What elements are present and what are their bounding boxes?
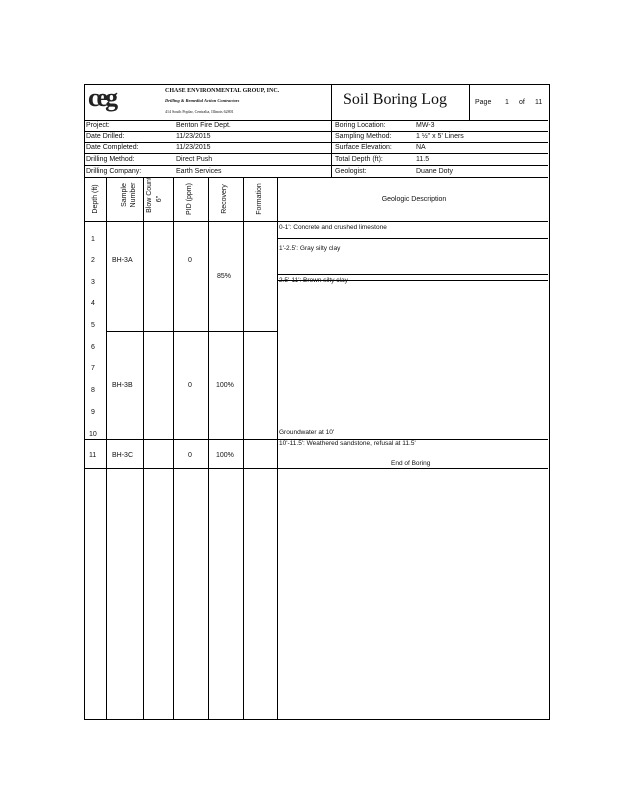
company-tagline: Drilling & Remedial Action Contractors: [165, 98, 240, 103]
sample-recovery-2: 100%: [216, 382, 234, 389]
col-sample-line2: Number: [130, 182, 137, 208]
page-of-label: of: [519, 99, 525, 106]
description-1-2-5: 1'-2.5': Gray silty clay: [279, 245, 341, 252]
depth-9: 9: [91, 409, 95, 416]
description-10-11-5: 10'-11.5': Weathered sandstone, refusal at 11.5': [279, 440, 416, 447]
description-end-of-boring: End of Boring: [391, 460, 431, 467]
depth-8: 8: [91, 387, 95, 394]
col-sample-line1: Sample: [121, 183, 128, 207]
geologist-value: Duane Doty: [416, 168, 453, 175]
depth-5: 5: [91, 322, 95, 329]
project-label: Project:: [86, 122, 110, 129]
company-address: 414 South Poplar, Centralia, Illinois 62801: [165, 109, 234, 114]
description-groundwater: Groundwater at 10': [279, 429, 335, 436]
depth-10: 10: [89, 431, 97, 438]
col-formation: Formation: [256, 183, 263, 215]
depth-1: 1: [91, 236, 95, 243]
drilling-method-label: Drilling Method:: [86, 156, 135, 163]
sample-pid-3: 0: [188, 452, 192, 459]
boring-log-sheet: [84, 84, 550, 720]
sampling-method-label: Sampling Method:: [335, 133, 392, 140]
sample-recovery-3: 100%: [216, 452, 234, 459]
col-depth: Depth (ft): [92, 184, 99, 214]
date-completed-value: 11/23/2015: [176, 144, 211, 151]
col-geologic-description: Geologic Description: [381, 196, 447, 203]
col-blow-count-line2: 6": [156, 195, 163, 203]
depth-6: 6: [91, 344, 95, 351]
page-title: Soil Boring Log: [343, 91, 448, 108]
description-2-5-11: 2.5'-11': Brown silty clay: [279, 277, 348, 284]
page-total: 11: [535, 99, 543, 106]
surface-elevation-value: NA: [416, 144, 426, 151]
sample-number-2: BH-3B: [112, 382, 133, 389]
company-name: CHASE ENVIRONMENTAL GROUP, INC.: [165, 88, 280, 94]
total-depth-value: 11.5: [416, 156, 430, 163]
drilling-method-value: Direct Push: [176, 156, 213, 163]
date-drilled-value: 11/23/2015: [176, 133, 211, 140]
boring-location-value: MW-3: [416, 122, 435, 129]
date-drilled-label: Date Drilled:: [86, 133, 125, 140]
page-label: Page: [475, 99, 492, 106]
description-0-1: 0-1': Concrete and crushed limestone: [279, 224, 387, 231]
col-recovery: Recovery: [221, 184, 228, 214]
sampling-method-value: 1 ½" x 5' Liners: [416, 133, 464, 140]
depth-3: 3: [91, 279, 95, 286]
depth-7: 7: [91, 365, 95, 372]
project-value: Benton Fire Dept.: [176, 122, 231, 129]
depth-4: 4: [91, 300, 95, 307]
sample-pid-1: 0: [188, 257, 192, 264]
sample-number-1: BH-3A: [112, 257, 133, 264]
sample-number-3: BH-3C: [112, 452, 134, 459]
surface-elevation-label: Surface Elevation:: [335, 144, 392, 151]
drilling-company-label: Drilling Company:: [86, 168, 142, 175]
drilling-company-value: Earth Services: [176, 168, 222, 175]
sample-recovery-1: 85%: [217, 273, 232, 280]
col-blow-count-line1: Blow Count: [146, 177, 153, 213]
geologist-label: Geologist:: [335, 168, 367, 175]
total-depth-label: Total Depth (ft):: [335, 156, 383, 163]
date-completed-label: Date Completed:: [86, 144, 139, 151]
page-number: 1: [505, 99, 509, 106]
sample-pid-2: 0: [188, 382, 192, 389]
depth-2: 2: [91, 257, 95, 264]
depth-11: 11: [89, 452, 97, 459]
boring-location-label: Boring Location:: [335, 122, 386, 129]
col-pid: PID (ppm): [186, 183, 193, 215]
company-logo: ceg: [88, 83, 116, 112]
